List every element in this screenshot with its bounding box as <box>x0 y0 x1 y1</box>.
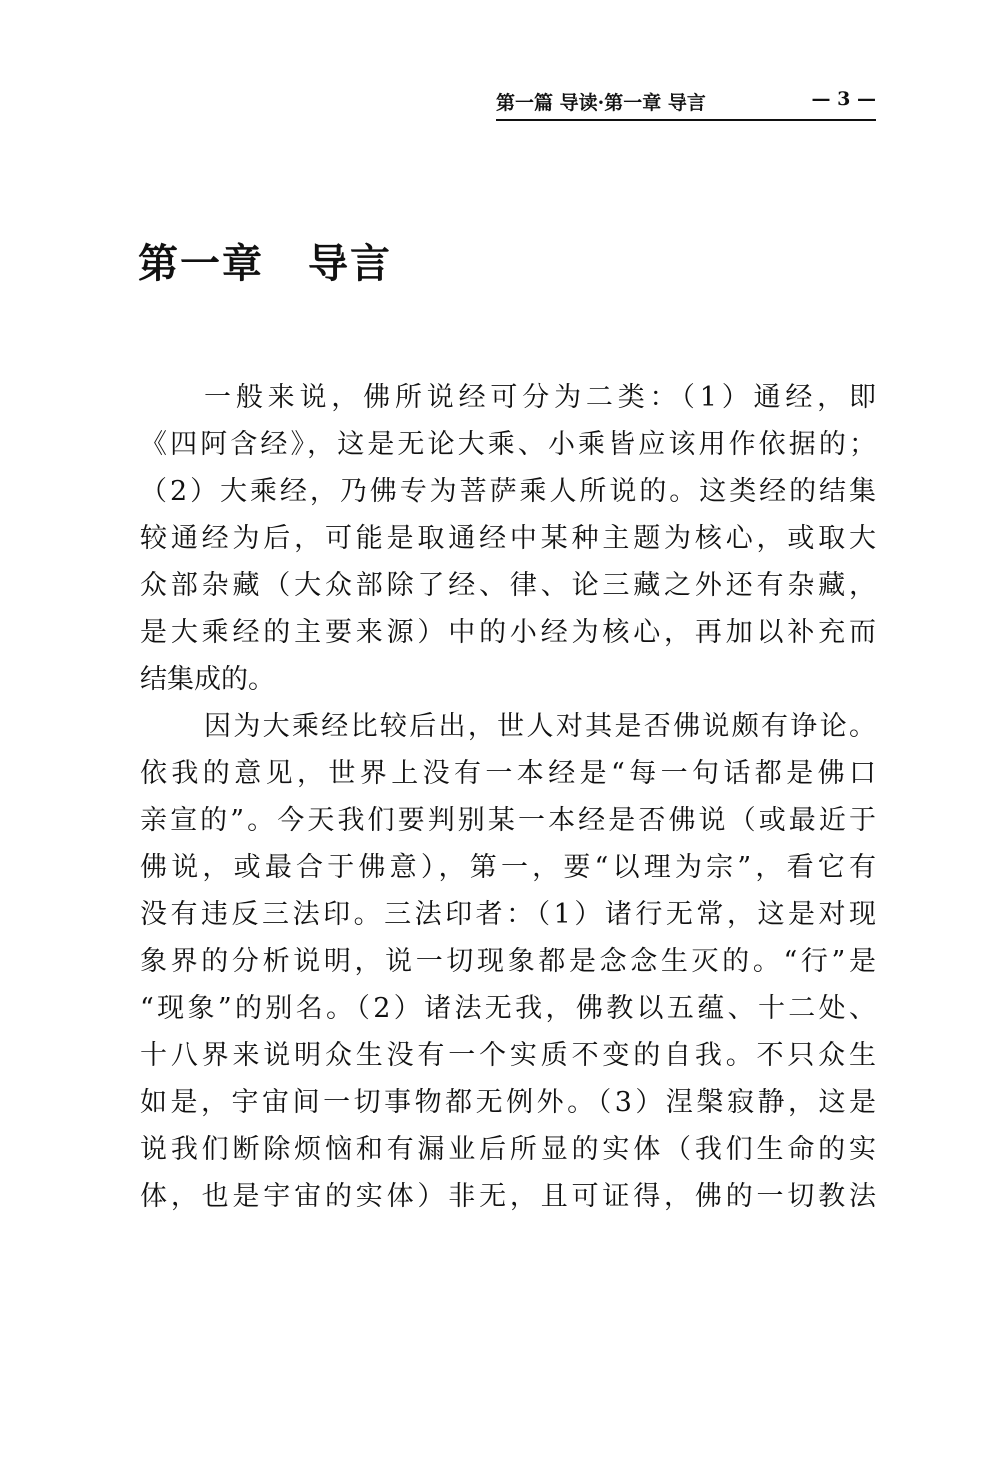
text-line: 依我的意见，世界上没有一本经是“每一句话都是佛口 <box>140 758 876 789</box>
chapter-title <box>138 232 392 289</box>
paragraph <box>140 703 876 1220</box>
text-line: 佛说，或最合于佛意），第一，要“以理为宗”，看它有 <box>140 852 876 883</box>
body-text <box>140 374 876 1220</box>
text-line: 说我们断除烦恼和有漏业后所显的实体（我们生命的实 <box>140 1134 876 1165</box>
text-line: 较通经为后，可能是取通经中某种主题为核心，或取大 <box>140 523 876 554</box>
text-line: 体，也是宇宙的实体）非无，且可证得，佛的一切教法 <box>140 1181 876 1212</box>
text-line: 一般来说，佛所说经可分为二类：（1）通经，即 <box>204 382 876 413</box>
text-line: 如是，宇宙间一切事物都无例外。（3）涅槃寂静，这是 <box>140 1087 876 1118</box>
running-header <box>496 88 876 121</box>
text-line: 象界的分析说明，说一切现象都是念念生灭的。“行”是 <box>140 946 876 977</box>
chapter-name: 导言 <box>308 240 392 287</box>
text-line: 众部杂藏（大众部除了经、律、论三藏之外还有杂藏， <box>140 570 876 601</box>
text-line: 因为大乘经比较后出，世人对其是否佛说颇有诤论。 <box>204 711 876 742</box>
paragraph <box>140 374 876 703</box>
text-line: 亲宣的”。今天我们要判别某一本经是否佛说（或最近于 <box>140 805 876 836</box>
text-line: 是大乘经的主要来源）中的小经为核心，再加以补充而 <box>140 617 876 648</box>
chapter-number: 第一章 <box>138 240 264 287</box>
text-line: 《四阿含经》，这是无论大乘、小乘皆应该用作依据的； <box>140 429 876 460</box>
text-line: 结集成的。 <box>140 664 275 695</box>
page-number: — 3 — <box>811 88 876 110</box>
text-line: “现象”的别名。（2）诸法无我，佛教以五蕴、十二处、 <box>140 993 876 1024</box>
text-line: （2）大乘经，乃佛专为菩萨乘人所说的。这类经的结集 <box>140 476 876 507</box>
running-title: 第一篇 导读·第一章 导言 <box>496 92 706 114</box>
text-line: 没有违反三法印。三法印者：（1）诸行无常，这是对现 <box>140 899 876 930</box>
text-line: 十八界来说明众生没有一个实质不变的自我。不只众生 <box>140 1040 876 1071</box>
